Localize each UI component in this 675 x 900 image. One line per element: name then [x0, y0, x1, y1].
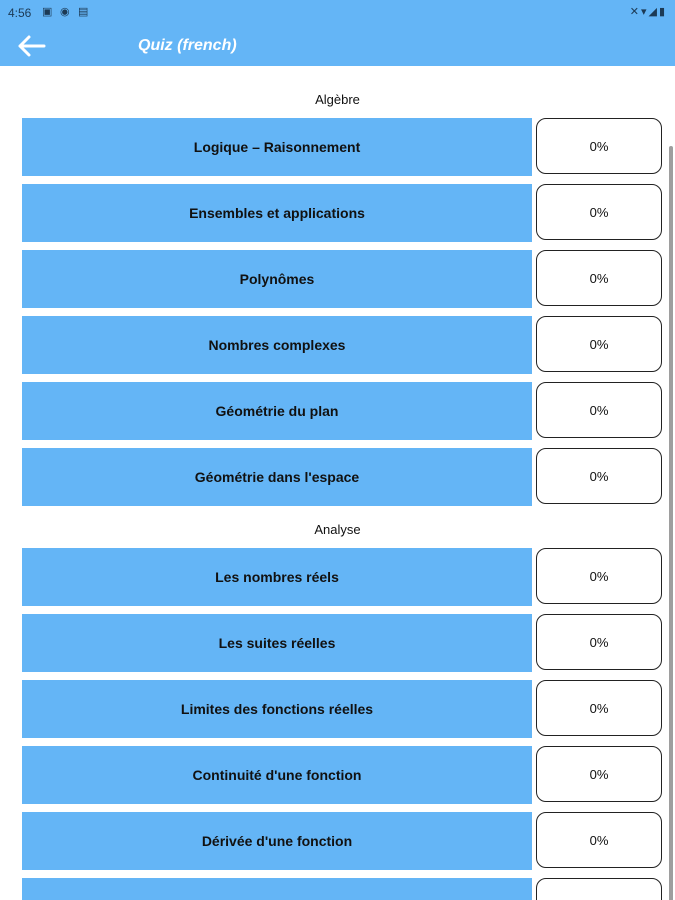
back-button[interactable]: [14, 32, 48, 60]
system-icons: [630, 5, 667, 18]
quiz-list[interactable]: [0, 66, 675, 900]
document-icon: ▤: [78, 6, 89, 18]
scrollbar[interactable]: [669, 146, 673, 900]
arrow-left-icon: [16, 34, 46, 58]
score-badge: 0%: [536, 746, 662, 802]
list-item[interactable]: [22, 448, 662, 506]
list-item[interactable]: [22, 878, 662, 900]
score-badge: 0%: [536, 548, 662, 604]
topic-button[interactable]: Dérivée d'une fonction: [22, 812, 532, 870]
score-badge: 0%: [536, 812, 662, 868]
topic-button[interactable]: Les nombres réels: [22, 548, 532, 606]
list-item[interactable]: [22, 184, 662, 242]
topic-button[interactable]: Continuité d'une fonction: [22, 746, 532, 804]
status-time: 4:56: [8, 6, 32, 20]
topic-button[interactable]: Géométrie du plan: [22, 382, 532, 440]
topic-button[interactable]: Limites des fonctions réelles: [22, 680, 532, 738]
section-title-algebre: Algèbre: [315, 92, 360, 107]
score-badge: 0%: [536, 118, 662, 174]
list-item[interactable]: [22, 746, 662, 804]
list-item[interactable]: [22, 680, 662, 738]
topic-button[interactable]: [22, 878, 532, 900]
list-item[interactable]: [22, 812, 662, 870]
list-item[interactable]: [22, 118, 662, 176]
score-badge: 0%: [536, 316, 662, 372]
mute-icon: ✕: [629, 6, 641, 18]
wifi-icon: ▾: [640, 6, 649, 18]
topic-button[interactable]: Logique – Raisonnement: [22, 118, 532, 176]
list-item[interactable]: [22, 250, 662, 308]
score-badge: [536, 878, 662, 900]
score-badge: 0%: [536, 382, 662, 438]
notification-icon: ▣: [42, 6, 53, 18]
topic-button[interactable]: Les suites réelles: [22, 614, 532, 672]
app-notification-icon: ◉: [60, 6, 70, 18]
section-title-analyse: Analyse: [314, 522, 361, 537]
score-badge: 0%: [536, 250, 662, 306]
list-item[interactable]: [22, 316, 662, 374]
score-badge: 0%: [536, 184, 662, 240]
list-item[interactable]: [22, 548, 662, 606]
list-item[interactable]: [22, 382, 662, 440]
page-title: Quiz (french): [138, 37, 237, 54]
topic-button[interactable]: Ensembles et applications: [22, 184, 532, 242]
list-item[interactable]: [22, 614, 662, 672]
battery-icon: ▮: [658, 6, 667, 18]
topic-button[interactable]: Polynômes: [22, 250, 532, 308]
signal-icon: ◢: [648, 6, 659, 18]
topic-button[interactable]: Nombres complexes: [22, 316, 532, 374]
topic-button[interactable]: Géométrie dans l'espace: [22, 448, 532, 506]
score-badge: 0%: [536, 680, 662, 736]
score-badge: 0%: [536, 614, 662, 670]
status-bar: [0, 0, 675, 26]
app-bar: [0, 26, 675, 66]
score-badge: 0%: [536, 448, 662, 504]
